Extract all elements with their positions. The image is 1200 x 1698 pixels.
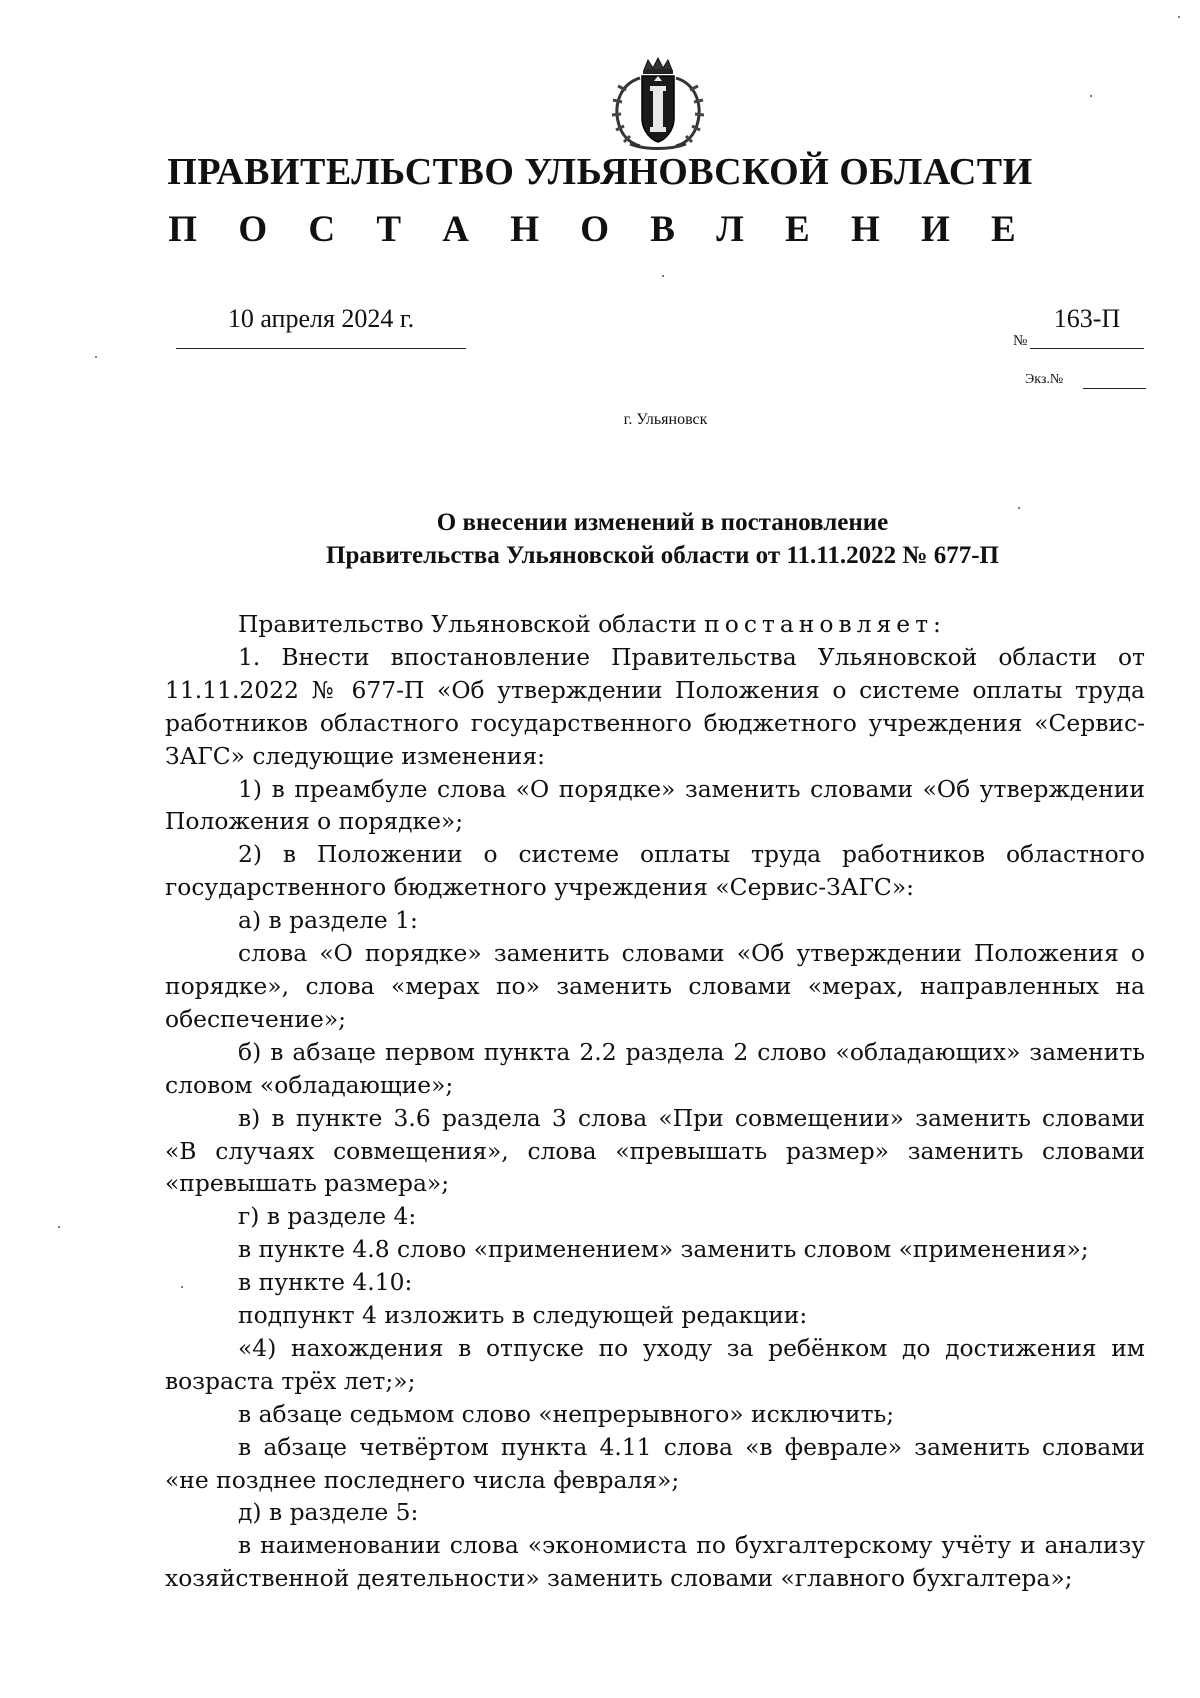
intro-verb: постановляет: xyxy=(704,610,946,638)
document-body xyxy=(165,608,1145,1595)
government-name: ПРАВИТЕЛЬСТВО УЛЬЯНОВСКОЙ ОБЛАСТИ xyxy=(167,151,1033,193)
date-underline xyxy=(176,348,466,349)
scan-speck xyxy=(1018,507,1020,509)
paragraph-subitem-b: б) в абзаце первом пункта 2.2 раздела 2 слово «обладающих» заменить словом «обладающие»; xyxy=(165,1037,1145,1099)
paragraph-subitem-g-quote: «4) нахождения в отпуске по уходу за ребёнком до достижения им возраста трёх лет;»; xyxy=(165,1333,1145,1395)
number-label: № xyxy=(1013,333,1028,349)
number-underline xyxy=(1030,348,1144,349)
paragraph-subitem-d-text: в наименовании слова «экономиста по бухгалтерскому учёту и анализу хозяйственной деятельности» заменить словами «главного бухгалтера»; xyxy=(165,1531,1145,1593)
document-title-line-2: Правительства Ульяновской области от 11.11.2022 № 677-П xyxy=(326,542,999,569)
paragraph-subitem-d: д) в разделе 5: xyxy=(238,1498,419,1527)
intro-subject: Правительство Ульяновской области xyxy=(238,610,697,638)
scan-speck xyxy=(95,356,97,358)
scan-speck xyxy=(1090,95,1092,97)
paragraph-subitem-g-sub-4: подпункт 4 изложить в следующей редакции: xyxy=(238,1301,808,1330)
paragraph-subitem-v: в) в пункте 3.6 раздела 3 слова «При совмещении» заменить словами «В случаях совмещения», слова «превышать размер» заменить словами «превышать размера»; xyxy=(165,1103,1145,1198)
document-number: 163-П xyxy=(1053,304,1121,333)
document-title-line-1: О внесении изменений в постановление xyxy=(436,509,889,536)
copy-number-underline xyxy=(1083,388,1146,389)
paragraph-subitem-g-seventh: в абзаце седьмом слово «непрерывного» исключить; xyxy=(238,1399,895,1428)
copy-number-label: Экз.№ xyxy=(1025,372,1064,387)
document-type: П О С Т А Н О В Л Е Н И Е xyxy=(168,209,1032,250)
paragraph-subitem-g-4-8: в пункте 4.8 слово «применением» заменить словом «применения»; xyxy=(238,1235,1089,1264)
paragraph-subitem-g-4-10: в пункте 4.10: xyxy=(238,1268,413,1297)
paragraph-item-1-2: 2) в Положении о системе оплаты труда работников областного государственного бюджетного учреждения «Сервис-ЗАГС»: xyxy=(165,840,1145,902)
paragraph-item-1-1: 1) в преамбуле слова «О порядке» заменить словами «Об утверждении Положения о порядке»; xyxy=(165,774,1145,836)
paragraph-subitem-g: г) в разделе 4: xyxy=(238,1202,417,1231)
paragraph-subitem-g-4-11: в абзаце четвёртом пункта 4.11 слова «в феврале» заменить словами «не позднее последнего числа февраля»; xyxy=(165,1432,1145,1494)
scan-speck xyxy=(1178,16,1180,18)
document-title xyxy=(0,506,1200,572)
document-date: 10 апреля 2024 г. xyxy=(227,304,415,333)
paragraph-item-1: 1. Внести впостановление Правительства Ульяновской области от 11.11.2022 № 677-П «Об утверждении Положения о системе оплаты труда работников областного государственного бюджетного учреждения «Сервис-ЗАГС» следующие изменения: xyxy=(165,642,1145,770)
paragraph-subitem-a: а) в разделе 1: xyxy=(238,906,418,935)
scan-speck xyxy=(662,275,664,277)
paragraph-subitem-a-text: слова «О порядке» заменить словами «Об утверждении Положения о порядке», слова «мерах по» заменить словами «мерах, направленных на обеспечение»; xyxy=(165,939,1145,1033)
city-name: г. Ульяновск xyxy=(623,411,708,428)
coat-of-arms-emblem xyxy=(606,56,710,152)
scan-speck xyxy=(181,1286,183,1288)
scan-speck xyxy=(58,1226,60,1228)
intro-paragraph xyxy=(165,608,1145,641)
